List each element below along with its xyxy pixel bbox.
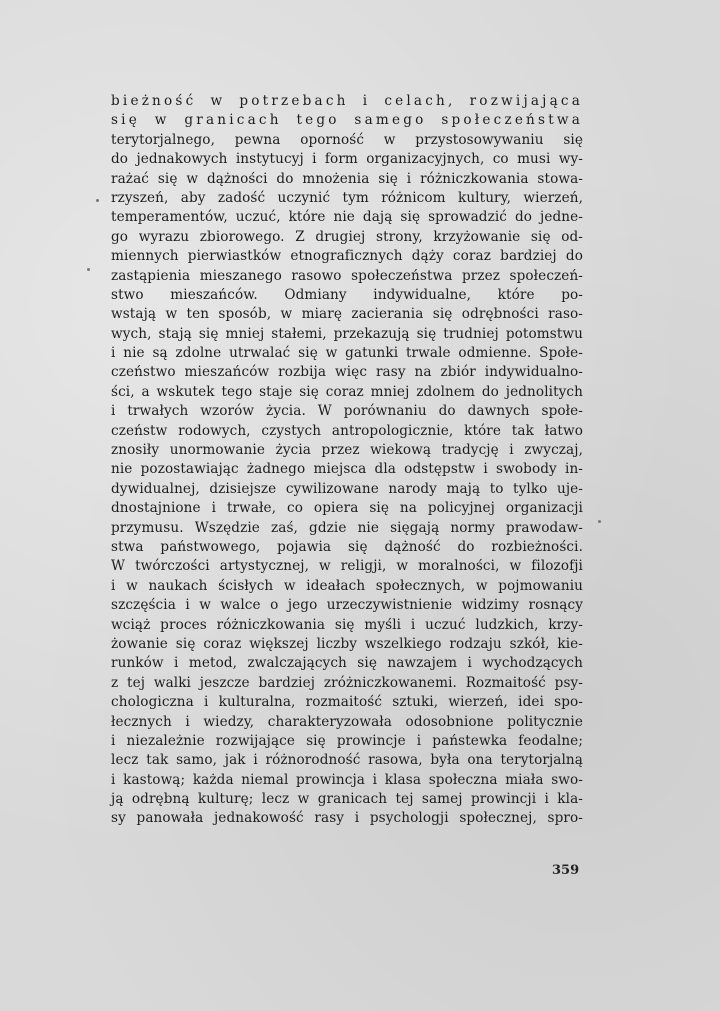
text-line: stwa państwowego, pojawia się dążność do rozbieżności. [111,538,583,555]
text-line: czeństwo mieszańców rozbija więc rasy na zbiór indywidualno- [111,364,583,381]
text-line: terytorjalnego, pewna oporność w przystosowywaniu się [111,131,583,148]
text-line: się w granicach tego samego społeczeństwa [111,112,583,129]
text-line: łecznych i wiedzy, charakteryzowała odosobnione politycznie [111,713,583,730]
text-line: i w naukach ścisłych w ideałach społecznych, w pojmowaniu [111,577,583,594]
text-line: wstają w ten sposób, w miarę zacierania się odrębności raso- [111,306,583,323]
page-number: 359 [552,863,580,878]
text-line: nie pozostawiając żadnego miejsca dla odstępstw i swobody in- [111,461,583,478]
text-line: rażać się w dążności do mnożenia się i różniczkowania stowa- [111,170,583,187]
text-line: dnostajnione i trwałe, co opiera się na policyjnej organizacji [111,500,583,517]
text-line: chologiczna i kulturalna, rozmaitość sztuki, wierzeń, idei spo- [111,694,583,711]
text-line: i kastową; każda niemal prowincja i klasa społeczna miała swo- [111,771,583,788]
text-line: znosiły unormowanie życia przez wiekową tradycję i zwyczaj, [111,442,583,459]
text-line: dywidualnej, dzisiejsze cywilizowane narody mają to tylko uje- [111,480,583,497]
text-line: przymusu. Wszędzie zaś, gdzie nie sięgają normy prawodaw- [111,519,583,536]
text-line: rzyszeń, aby zadość uczynić tym różnicom kultury, wierzeń, [111,189,583,206]
text-line: ją odrębną kulturę; lecz w granicach tej samej prowincji i kla- [111,791,583,808]
paper-speck [87,268,90,271]
text-line: czeństw rodowych, czystych antropologicznie, które tak łatwo [111,422,583,439]
paper-speck [598,520,601,523]
text-line: runków i metod, zwalczających się nawzajem i wychodzących [111,655,583,672]
text-line: sy panowała jednakowość rasy i psychologji społecznej, spro- [111,810,583,827]
text-line: temperamentów, uczuć, które nie dają się sprowadzić do jedne- [111,209,583,226]
paper-speck [96,199,99,202]
text-line: i niezależnie rozwijające się prowincje i państewka feodalne; [111,732,583,749]
text-line: wciąż proces różniczkowania się myśli i uczuć ludzkich, krzy- [111,616,583,633]
text-line: stwo mieszańców. Odmiany indywidualne, które po- [111,286,583,303]
text-line: i trwałych wzorów życia. W porównaniu do dawnych społe- [111,403,583,420]
text-line: miennych pierwiastków etnograficznych dąży coraz bardziej do [111,248,583,265]
text-line: do jednakowych instytucyj i form organizacyjnych, co musi wy- [111,151,583,168]
text-line: żowanie się coraz większej liczby wszelkiego rodzaju szkół, kie- [111,635,583,652]
text-line: zastąpienia mieszanego rasowo społeczeństwa przez społeczeń- [111,267,583,284]
text-line: wych, stają się mniej stałemi, przekazują się trudniej potomstwu [111,325,583,342]
text-line: szczęścia i w walce o jego urzeczywistnienie widzimy rosnący [111,597,583,614]
text-line: z tej walki jeszcze bardziej zróżniczkowanemi. Rozmaitość psy- [111,674,583,691]
text-line: lecz tak samo, jak i różnorodność rasowa, była ona terytorjalną [111,752,583,769]
text-line: go wyrazu zbiorowego. Z drugiej strony, krzyżowanie się od- [111,228,583,245]
text-line: bieżność w potrzebach i celach, rozwijająca [111,93,583,109]
body-text [111,92,583,829]
text-line: ści, a wskutek tego staje się coraz mniej zdolnem do jednolitych [111,383,583,400]
text-line: i nie są zdolne utrwalać się w gatunki trwale odmienne. Społe- [111,345,583,362]
text-line: W twórczości artystycznej, w religji, w moralności, w filozofji [111,558,583,575]
